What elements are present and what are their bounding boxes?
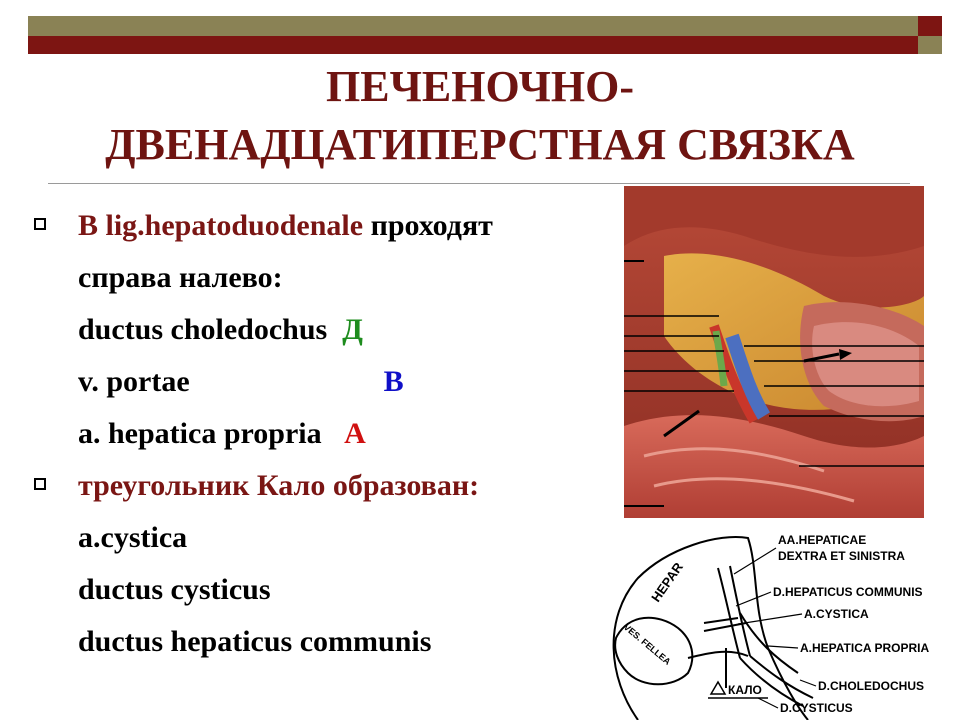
- list-item: ductus hepaticus communis: [78, 625, 432, 658]
- item-name: ductus choledochus: [78, 313, 328, 346]
- bullet-1-line-2: справа налево:: [78, 261, 283, 294]
- d-choledochus-label: D.CHOLEDOCHUS: [818, 679, 925, 693]
- item-name: v. portae: [78, 365, 190, 398]
- kalo-label: КАЛО: [728, 683, 762, 697]
- list-item: ductus cysticus: [78, 573, 271, 606]
- square-bullet-icon: [34, 218, 46, 230]
- d-cysticus-label: D.CYSTICUS: [780, 701, 853, 715]
- a-hepatica-propria-label: A.HEPATICA PROPRIA: [800, 641, 930, 655]
- d-hepaticus-communis-label: D.HEPATICUS COMMUNIS: [773, 585, 923, 599]
- slide-title: [20, 58, 940, 174]
- a-cystica-label: A.CYSTICA: [804, 607, 869, 621]
- title-divider: [48, 183, 910, 184]
- bullet-1: [30, 200, 620, 252]
- bullet-2: [30, 460, 620, 512]
- title-line-2: ДВЕНАДЦАТИПЕРСТНАЯ СВЯЗКА: [105, 120, 855, 169]
- calot-triangle-diagram: [608, 528, 960, 720]
- item-letter: А: [344, 417, 366, 450]
- list-item: [30, 408, 620, 460]
- bullet-list: [30, 200, 620, 668]
- item-name: a. hepatica propria: [78, 417, 322, 450]
- olive-bar: [28, 16, 918, 36]
- item-letter: В: [383, 365, 404, 398]
- ves-fellea-label: VES. FELLEA: [621, 621, 673, 667]
- red-bar: [28, 36, 918, 54]
- corner-olive-block-lower: [918, 40, 940, 54]
- list-item: a.cystica: [78, 521, 188, 554]
- bullet-1-accent: В lig.hepatoduodenale: [78, 209, 364, 242]
- bullet-1-rest: проходят: [363, 209, 493, 242]
- title-line-1: ПЕЧЕНОЧНО-: [326, 62, 634, 111]
- aa-hepaticae-label-2: DEXTRA ET SINISTRA: [778, 549, 905, 563]
- anatomy-illustration: [624, 186, 924, 518]
- square-bullet-icon: [34, 478, 46, 490]
- item-letter: Д: [342, 313, 363, 346]
- list-item: [30, 304, 620, 356]
- corner-red-block: [918, 16, 942, 36]
- bullet-2-accent: треугольник Кало образован:: [78, 469, 480, 502]
- header-decoration: [28, 16, 942, 54]
- hepar-label: HEPAR: [648, 559, 687, 605]
- list-item: [30, 356, 620, 408]
- aa-hepaticae-label: AA.HEPATICAE: [778, 533, 867, 547]
